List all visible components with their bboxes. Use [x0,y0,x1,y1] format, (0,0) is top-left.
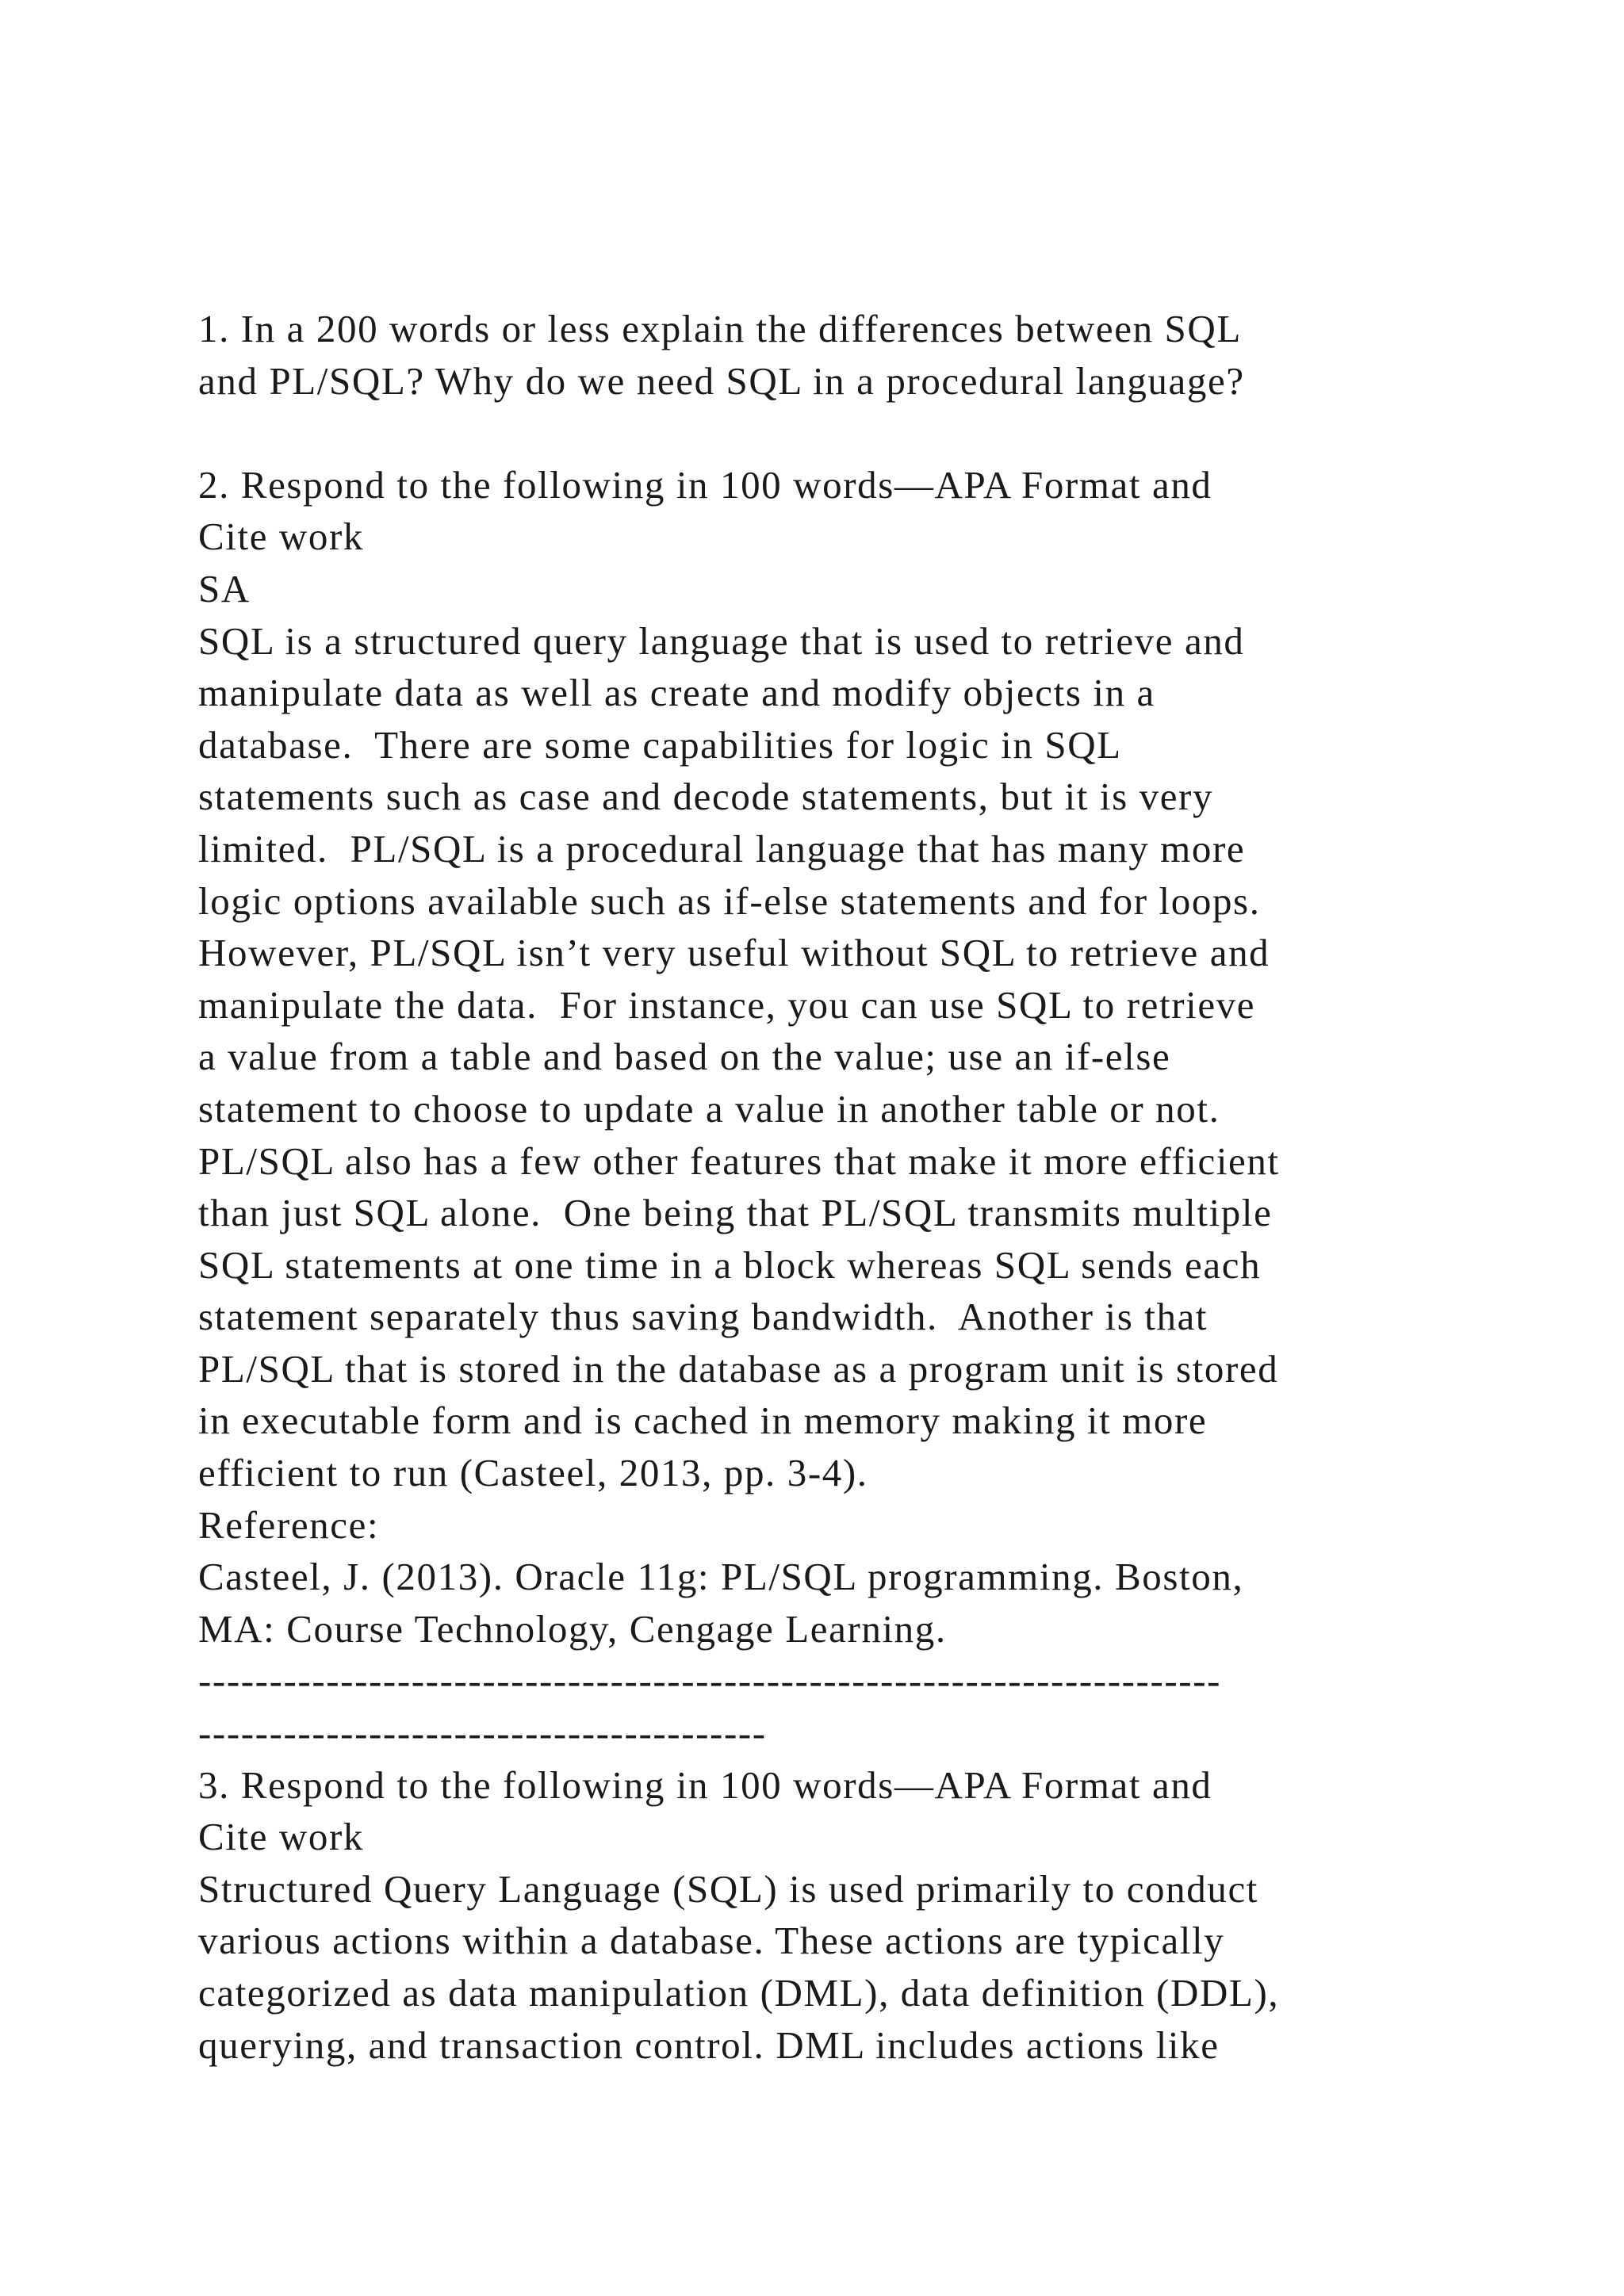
text-line: categorized as data manipulation (DML), data definition (DDL), [198,1971,1280,2015]
text-line: However, PL/SQL isn’t very useful without SQL to retrieve and [198,931,1270,975]
text-line: SQL is a structured query language that is used to retrieve and [198,618,1245,663]
text-line: manipulate the data. For instance, you can use SQL to retrieve [198,982,1256,1027]
text-line: a value from a table and based on the value; use an if-else [198,1035,1171,1079]
text-line: and PL/SQL? Why do we need SQL in a procedural language? [198,358,1245,403]
text-line: manipulate data as well as create and modify objects in a [198,671,1155,715]
text-line: efficient to run (Casteel, 2013, pp. 3-4). [198,1451,868,1495]
text-line: Reference: [198,1502,380,1547]
text-line: SA [198,566,251,610]
text-line: Casteel, J. (2013). Oracle 11g: PL/SQL programming. Boston, [198,1555,1244,1599]
text-line: statement separately thus saving bandwidth. Another is that [198,1295,1208,1339]
text-line: logic options available such as if-else statements and for loops. [198,878,1261,923]
text-line: 3. Respond to the following in 100 words—APA Format and [198,1762,1212,1807]
text-line: Structured Query Language (SQL) is used primarily to conduct [198,1866,1259,1911]
text-line: Cite work [198,1815,365,1859]
text-line: statements such as case and decode statements, but it is very [198,775,1214,819]
text-line: statement to choose to update a value in another table or not. [198,1086,1220,1131]
blank-line [198,407,1515,459]
text-line: various actions within a database. These actions are typically [198,1919,1225,1963]
text-line: limited. PL/SQL is a procedural language that has many more [198,826,1246,871]
text-line: 2. Respond to the following in 100 words—APA Format and [198,462,1212,507]
text-line: ---------------------------------------- [198,1711,767,1755]
text-line: than just SQL alone. One being that PL/SQL transmits multiple [198,1191,1273,1235]
text-line: PL/SQL that is stored in the database as a program unit is stored [198,1346,1279,1391]
document-body [198,303,1515,2071]
text-line: ------------------------------------------------------------------------ [198,1659,1222,1703]
text-line: database. There are some capabilities for logic in SQL [198,722,1122,767]
text-line: PL/SQL also has a few other features that make it more efficient [198,1138,1280,1183]
text-line: MA: Course Technology, Cengage Learning. [198,1606,947,1651]
text-line: querying, and transaction control. DML includes actions like [198,2022,1220,2067]
text-line: 1. In a 200 words or less explain the differences between SQL [198,307,1242,350]
text-line: SQL statements at one time in a block whereas SQL sends each [198,1242,1262,1287]
text-line: in executable form and is cached in memory making it more [198,1399,1208,1443]
text-line: Cite work [198,515,365,559]
